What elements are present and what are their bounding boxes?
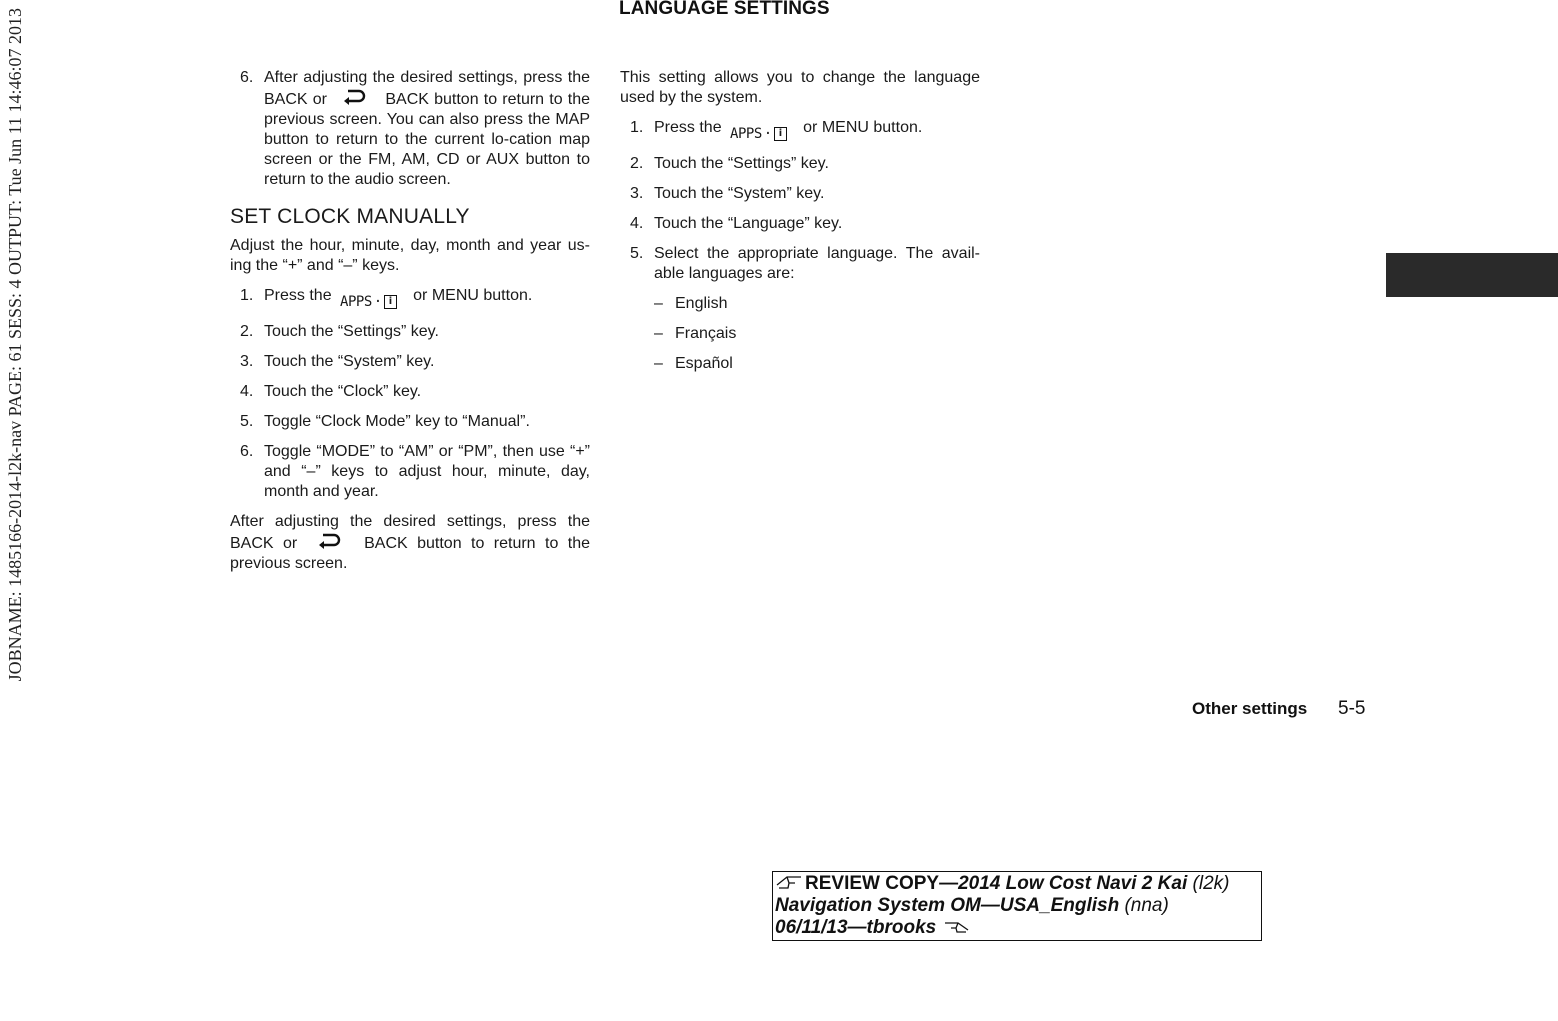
clock-intro: Adjust the hour, minute, day, month and year us-ing the “+” and “–” keys. xyxy=(230,237,590,274)
step-text: Select the appropriate language. The avail-able languages are: xyxy=(654,245,980,282)
clock-step-4 xyxy=(230,382,590,402)
step-text-b: or MENU button. xyxy=(413,287,533,304)
lang-step-4 xyxy=(620,214,980,234)
step-number: 3. xyxy=(240,353,254,370)
right-column xyxy=(620,68,980,374)
apps-info-icon: APPS · i xyxy=(730,124,787,144)
left-step-6 xyxy=(230,68,590,190)
review-line-3 xyxy=(775,917,1259,939)
step-text xyxy=(264,68,590,190)
step-text xyxy=(264,286,590,312)
step-text-a: Press the xyxy=(264,287,332,304)
step-number: 4. xyxy=(630,215,644,232)
step-text: Touch the “Settings” key. xyxy=(654,155,829,172)
pointing-hand-icon xyxy=(775,874,805,890)
language-name: English xyxy=(675,295,728,312)
clock-step-2 xyxy=(230,322,590,342)
after-text-a: After adjusting the desired settings, press the BACK or xyxy=(230,513,590,552)
step-text xyxy=(654,118,980,144)
step-number: 1. xyxy=(630,119,644,136)
dash-bullet: – xyxy=(654,355,663,372)
step-number: 6. xyxy=(240,69,254,86)
language-name: Español xyxy=(675,355,733,372)
step-text: Toggle “MODE” to “AM” or “PM”, then use “+” and “–” keys to adjust hour, minute, day, month and year. xyxy=(264,443,590,500)
language-option-espanol xyxy=(620,354,980,374)
step-text: Touch the “Clock” key. xyxy=(264,383,422,400)
language-name: Français xyxy=(675,325,737,342)
step-text-b: or MENU button. xyxy=(803,119,923,136)
apps-label: APPS xyxy=(730,126,762,142)
clock-step-3 xyxy=(230,352,590,372)
step-text: Touch the “Settings” key. xyxy=(264,323,439,340)
step-text: Touch the “System” key. xyxy=(264,353,435,370)
lang-step-2 xyxy=(620,154,980,174)
job-label: JOBNAME: 1485166-2014-l2k-nav PAGE: 61 SESS: 4 OUTPUT: Tue Jun 11 14:46:07 2013 xyxy=(5,8,25,682)
pointing-hand-left-icon xyxy=(942,920,970,934)
step-number: 6. xyxy=(240,443,254,460)
review-subtitle: Navigation System OM—USA_English xyxy=(775,895,1120,916)
review-code: (nna) xyxy=(1124,895,1169,916)
footer-section-label: Other settings xyxy=(1192,699,1308,718)
info-icon: i xyxy=(774,127,787,141)
review-copy-box xyxy=(772,871,1262,941)
chapter-tab xyxy=(1386,253,1558,297)
lang-step-1 xyxy=(620,118,980,144)
clock-step-5 xyxy=(230,412,590,432)
step-number: 5. xyxy=(240,413,254,430)
apps-info-icon: APPS · i xyxy=(340,292,397,312)
step-text-a: Press the xyxy=(654,119,722,136)
after-text-b: BACK button to return to the previous screen. xyxy=(230,535,591,572)
step-number: 3. xyxy=(630,185,644,202)
review-code: (l2k) xyxy=(1192,873,1230,894)
step-number: 5. xyxy=(630,245,644,262)
review-line-1 xyxy=(775,873,1259,895)
step-text: Touch the “Language” key. xyxy=(654,215,843,232)
back-arrow-icon xyxy=(340,88,368,106)
step-text: Touch the “System” key. xyxy=(654,185,825,202)
step-text-a: After adjusting the desired settings, press the BACK or xyxy=(264,69,590,108)
apps-label: APPS xyxy=(340,294,372,310)
clock-step-6 xyxy=(230,442,590,502)
language-intro: This setting allows you to change the language used by the system. xyxy=(620,69,980,106)
dash-bullet: – xyxy=(654,295,663,312)
review-date: 06/11/13—tbrooks xyxy=(775,917,937,938)
back-arrow-icon xyxy=(315,532,343,550)
step-text-b: BACK button to return to the previous screen. You can also press the MAP button to return to the current lo-cation map screen or the FM, AM, CD or AUX button to return to the audio screen. xyxy=(264,91,591,188)
review-label: REVIEW COPY— xyxy=(805,873,959,894)
section-title: LANGUAGE SETTINGS xyxy=(619,0,830,19)
step-number: 4. xyxy=(240,383,254,400)
clock-after-text xyxy=(230,512,590,574)
left-column xyxy=(230,68,590,574)
review-title: 2014 Low Cost Navi 2 Kai xyxy=(958,873,1188,894)
info-icon: i xyxy=(384,295,397,309)
step-number: 2. xyxy=(240,323,254,340)
clock-step-1 xyxy=(230,286,590,312)
step-number: 1. xyxy=(240,287,254,304)
step-number: 2. xyxy=(630,155,644,172)
dash-bullet: – xyxy=(654,325,663,342)
page-number: 5-5 xyxy=(1338,698,1366,719)
step-text: Toggle “Clock Mode” key to “Manual”. xyxy=(264,413,530,430)
lang-step-3 xyxy=(620,184,980,204)
set-clock-heading: SET CLOCK MANUALLY xyxy=(230,205,470,228)
language-option-english xyxy=(620,294,980,314)
review-line-2 xyxy=(775,895,1259,917)
language-option-francais xyxy=(620,324,980,344)
lang-step-5 xyxy=(620,244,980,284)
